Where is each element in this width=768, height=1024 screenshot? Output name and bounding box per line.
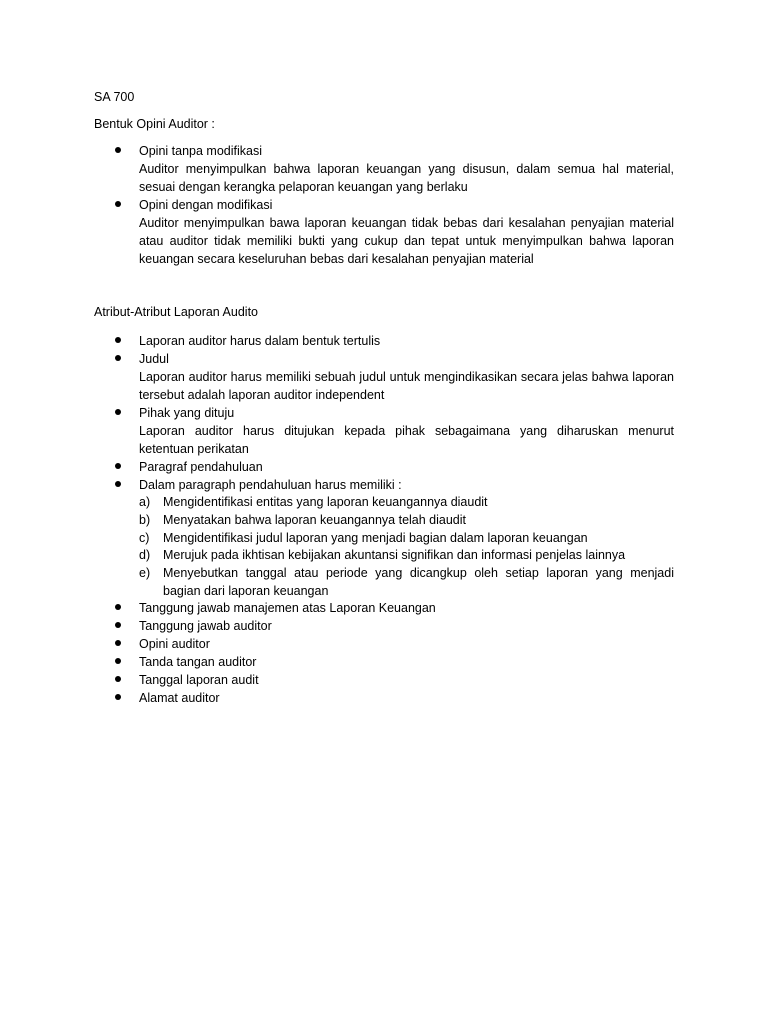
bullet-icon — [115, 622, 121, 628]
list-item-label: Tanggal laporan audit — [139, 673, 259, 687]
sub-item-marker: c) — [139, 531, 150, 545]
document-page — [94, 0, 674, 1024]
list-item-label: Opini auditor — [139, 637, 210, 651]
sub-item-marker: b) — [139, 513, 151, 527]
bullet-icon — [115, 694, 121, 700]
list-item-description: Laporan auditor harus memiliki sebuah judul untuk mengindikasikan secara jelas bahwa laporan tersebut adalah laporan auditor independent — [139, 370, 674, 402]
list-item-label: Dalam paragraph pendahuluan harus memiliki : — [139, 478, 402, 492]
bullet-icon — [115, 463, 121, 469]
list-item-label: Pihak yang dituju — [139, 406, 235, 420]
sub-item-marker: e) — [139, 566, 151, 580]
list-item-label: Alamat auditor — [139, 691, 220, 705]
list-item-description: Auditor menyimpulkan bahwa laporan keuangan yang disusun, dalam semua hal material, sesuai dengan kerangka pelaporan keuangan yang berlaku — [139, 162, 674, 194]
list-item-label: Laporan auditor harus dalam bentuk tertulis — [139, 334, 381, 348]
bullet-icon — [115, 676, 121, 682]
bullet-icon — [115, 604, 121, 610]
bullet-icon — [115, 355, 121, 361]
bullet-icon — [115, 658, 121, 664]
document-heading: SA 700 — [94, 90, 135, 104]
sub-item-text: Menyatakan bahwa laporan keuangannya telah diaudit — [163, 513, 467, 527]
bullet-icon — [115, 147, 121, 153]
list-item-label: Tanggung jawab auditor — [139, 619, 272, 633]
list-item-label: Tanggung jawab manajemen atas Laporan Keuangan — [139, 601, 436, 615]
bullet-icon — [115, 409, 121, 415]
sub-item-marker: a) — [139, 495, 151, 509]
list-item-label: Paragraf pendahuluan — [139, 460, 263, 474]
sub-item-text: Mengidentifikasi entitas yang laporan keuangannya diaudit — [163, 495, 488, 509]
list-item-label: Judul — [139, 352, 169, 366]
list-item-label: Opini dengan modifikasi — [139, 198, 273, 212]
list-item-description: Laporan auditor harus ditujukan kepada pihak sebagaimana yang diharuskan menurut ketentuan perikatan — [139, 424, 674, 456]
section-title-bentuk-opini: Bentuk Opini Auditor : — [94, 117, 215, 131]
sub-item-marker: d) — [139, 548, 151, 562]
sub-item-text: Merujuk pada ikhtisan kebijakan akuntansi signifikan dan informasi penjelas lainnya — [163, 548, 626, 562]
sub-item-text: Menyebutkan tanggal atau periode yang dicangkup oleh setiap laporan yang menjadi bagian dari laporan keuangan — [163, 566, 674, 598]
bullet-icon — [115, 337, 121, 343]
list-item-description: Auditor menyimpulkan bawa laporan keuangan tidak bebas dari kesalahan penyajian material atau auditor tidak memiliki bukti yang cukup dan tepat untuk menyimpulkan bahwa laporan keuangan secara keseluruhan bebas dari kesalahan penyajian material — [139, 216, 674, 266]
list-item-label: Opini tanpa modifikasi — [139, 144, 262, 158]
bullet-icon — [115, 201, 121, 207]
section-title-atribut: Atribut-Atribut Laporan Audito — [94, 305, 258, 319]
list-item-label: Tanda tangan auditor — [139, 655, 257, 669]
bullet-icon — [115, 481, 121, 487]
bullet-icon — [115, 640, 121, 646]
sub-item-text: Mengidentifikasi judul laporan yang menjadi bagian dalam laporan keuangan — [163, 531, 588, 545]
